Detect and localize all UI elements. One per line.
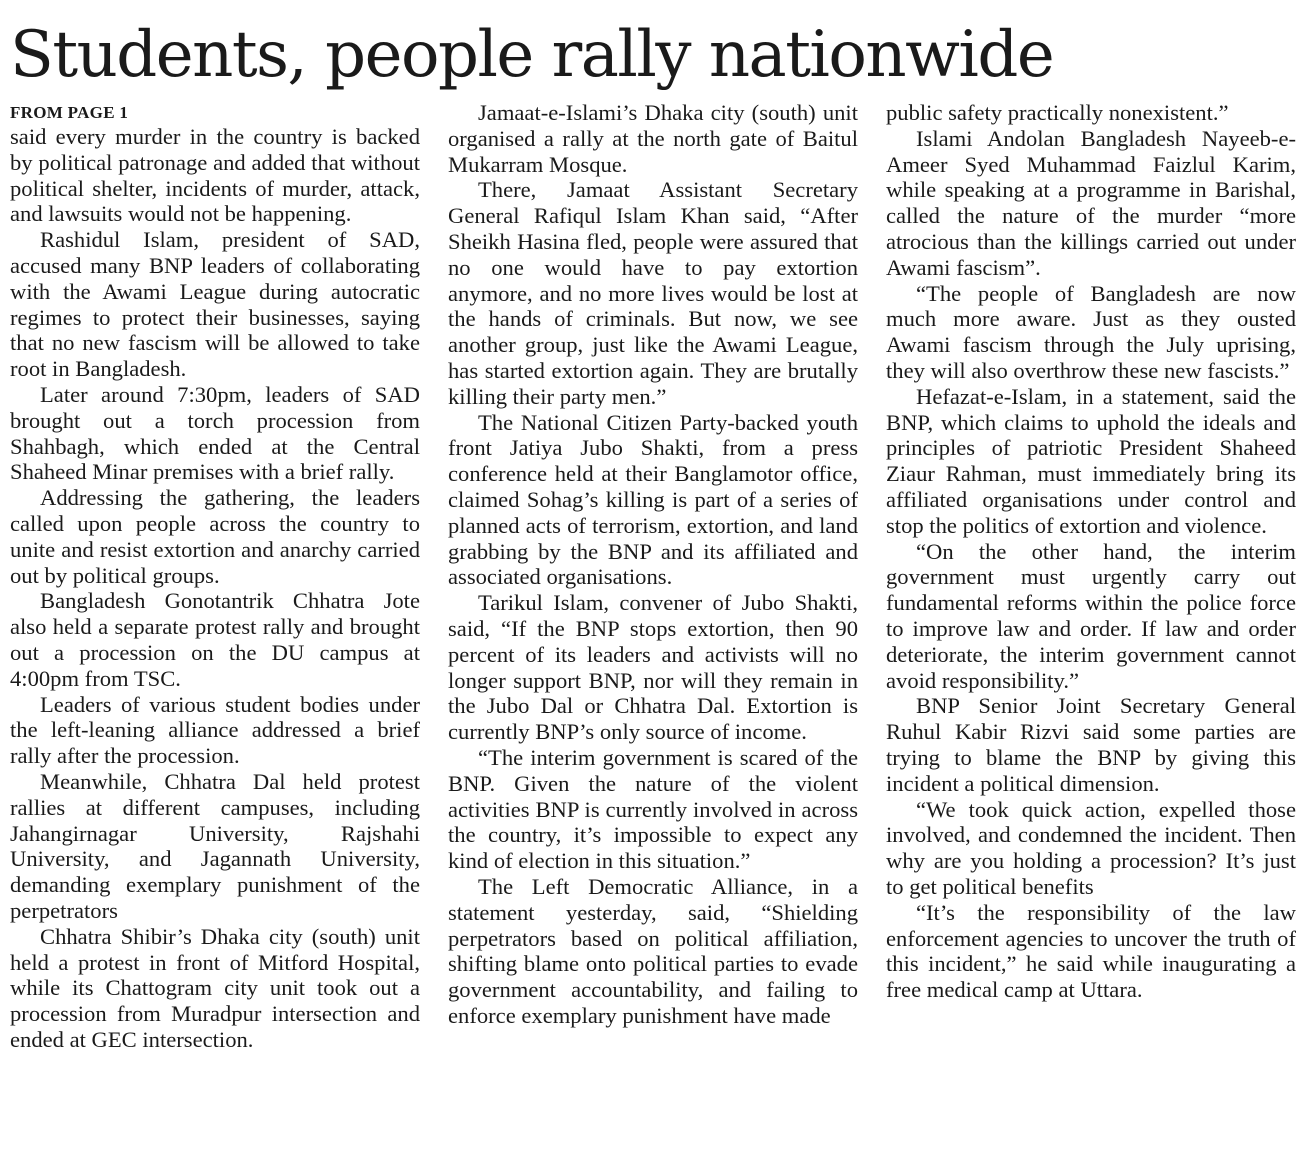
article-paragraph: Chhatra Shibir’s Dhaka city (south) unit held a protest in front of Mitford Hospital, while its Chattogram city unit took out a procession from Muradpur intersection and ended at GEC intersection. bbox=[10, 923, 420, 1052]
article-paragraph: Hefazat-e-Islam, in a statement, said the BNP, which claims to uphold the ideals and principles of patriotic President Shaheed Ziaur Rahman, must immediately bring its affiliated organisations under control and stop the politics of extortion and violence. bbox=[886, 383, 1296, 538]
article-paragraph: Rashidul Islam, president of SAD, accused many BNP leaders of collaborating with the Awami League during autocratic regimes to protect their businesses, saying that no new fascism will be allowed to take root in Bangladesh. bbox=[10, 227, 420, 382]
article-paragraph: Leaders of various student bodies under the left-leaning alliance addressed a brief rally after the procession. bbox=[10, 691, 420, 769]
article-paragraph: The National Citizen Party-backed youth front Jatiya Jubo Shakti, from a press conference held at their Banglamotor office, claimed Sohag’s killing is part of a series of planned acts of terrorism, extortion, and land grabbing by the BNP and its affiliated and associated organisations. bbox=[448, 409, 858, 590]
article-paragraph: The Left Democratic Alliance, in a statement yesterday, said, “Shielding perpetrators based on political affiliation, shifting blame onto political parties to evade government accountability, and failing to enforce exemplary punishment have made bbox=[448, 873, 858, 1028]
article-paragraph: Later around 7:30pm, leaders of SAD brought out a torch procession from Shahbagh, which ended at the Central Shaheed Minar premises with a brief rally. bbox=[10, 381, 420, 485]
article-paragraph: Islami Andolan Bangladesh Nayeeb-e-Ameer Syed Muhammad Faizlul Karim, while speaking at a programme in Barishal, called the nature of the murder “more atrocious than the killings carried out under Awami fascism”. bbox=[886, 125, 1296, 280]
article-paragraph: public safety practically nonexistent.” bbox=[886, 100, 1229, 125]
article-paragraph: BNP Senior Joint Secretary General Ruhul Kabir Rizvi said some parties are trying to blame the BNP by giving this incident a political dimension. bbox=[886, 693, 1296, 796]
article-paragraph: “We took quick action, expelled those involved, and condemned the incident. Then why are you holding a procession? It’s just to get political benefits bbox=[886, 796, 1296, 899]
article-paragraph: Bangladesh Gonotantrik Chhatra Jote also held a separate protest rally and brought out a procession on the DU campus at 4:00pm from TSC. bbox=[10, 588, 420, 691]
article-column-2 bbox=[448, 100, 858, 1162]
article-paragraph: “It’s the responsibility of the law enforcement agencies to uncover the truth of this incident,” he said while inaugurating a free medical camp at Uttara. bbox=[886, 899, 1296, 1003]
article-column-1 bbox=[10, 100, 420, 1162]
article-paragraph: “On the other hand, the interim government must urgently carry out fundamental reforms within the police force to improve law and order. If law and order deteriorate, the interim government cannot avoid responsibility.” bbox=[886, 538, 1296, 693]
article-column-3 bbox=[886, 100, 1296, 1162]
article-paragraph: Addressing the gathering, the leaders called upon people across the country to unite and resist extortion and anarchy carried out by political groups. bbox=[10, 485, 420, 588]
article-paragraph: said every murder in the country is backed by political patronage and added that without political shelter, incidents of murder, attack, and lawsuits would not be happening. bbox=[10, 124, 420, 227]
article-paragraph: “The interim government is scared of the BNP. Given the nature of the violent activities BNP is currently involved in across the country, it’s impossible to expect any kind of election in this situation.” bbox=[448, 744, 858, 874]
article-paragraph: Meanwhile, Chhatra Dal held protest rallies at different campuses, including Jahangirnagar University, Rajshahi University, and Jagannath University, demanding exemplary punishment of the perpetrators bbox=[10, 768, 420, 923]
article-paragraph: Tarikul Islam, convener of Jubo Shakti, said, “If the BNP stops extortion, then 90 percent of its leaders and activists will no longer support BNP, nor will they remain in the Jubo Dal or Chhatra Dal. Extortion is currently BNP’s only source of income. bbox=[448, 590, 858, 745]
article-paragraph: Jamaat-e-Islami’s Dhaka city (south) unit organised a rally at the north gate of Baitul Mukarram Mosque. bbox=[448, 100, 858, 177]
headline: Students, people rally nationwide bbox=[10, 18, 1054, 92]
from-page-kicker: FROM PAGE 1 bbox=[10, 103, 129, 122]
article-paragraph: “The people of Bangladesh are now much more aware. Just as they ousted Awami fascism through the July uprising, they will also overthrow these new fascists.” bbox=[886, 280, 1296, 383]
article-paragraph: There, Jamaat Assistant Secretary General Rafiqul Islam Khan said, “After Sheikh Hasina fled, people were assured that no one would have to pay extortion anymore, and no more lives would be lost at the hands of criminals. But now, we see another group, just like the Awami League, has started extortion again. They are brutally killing their party men.” bbox=[448, 177, 858, 409]
